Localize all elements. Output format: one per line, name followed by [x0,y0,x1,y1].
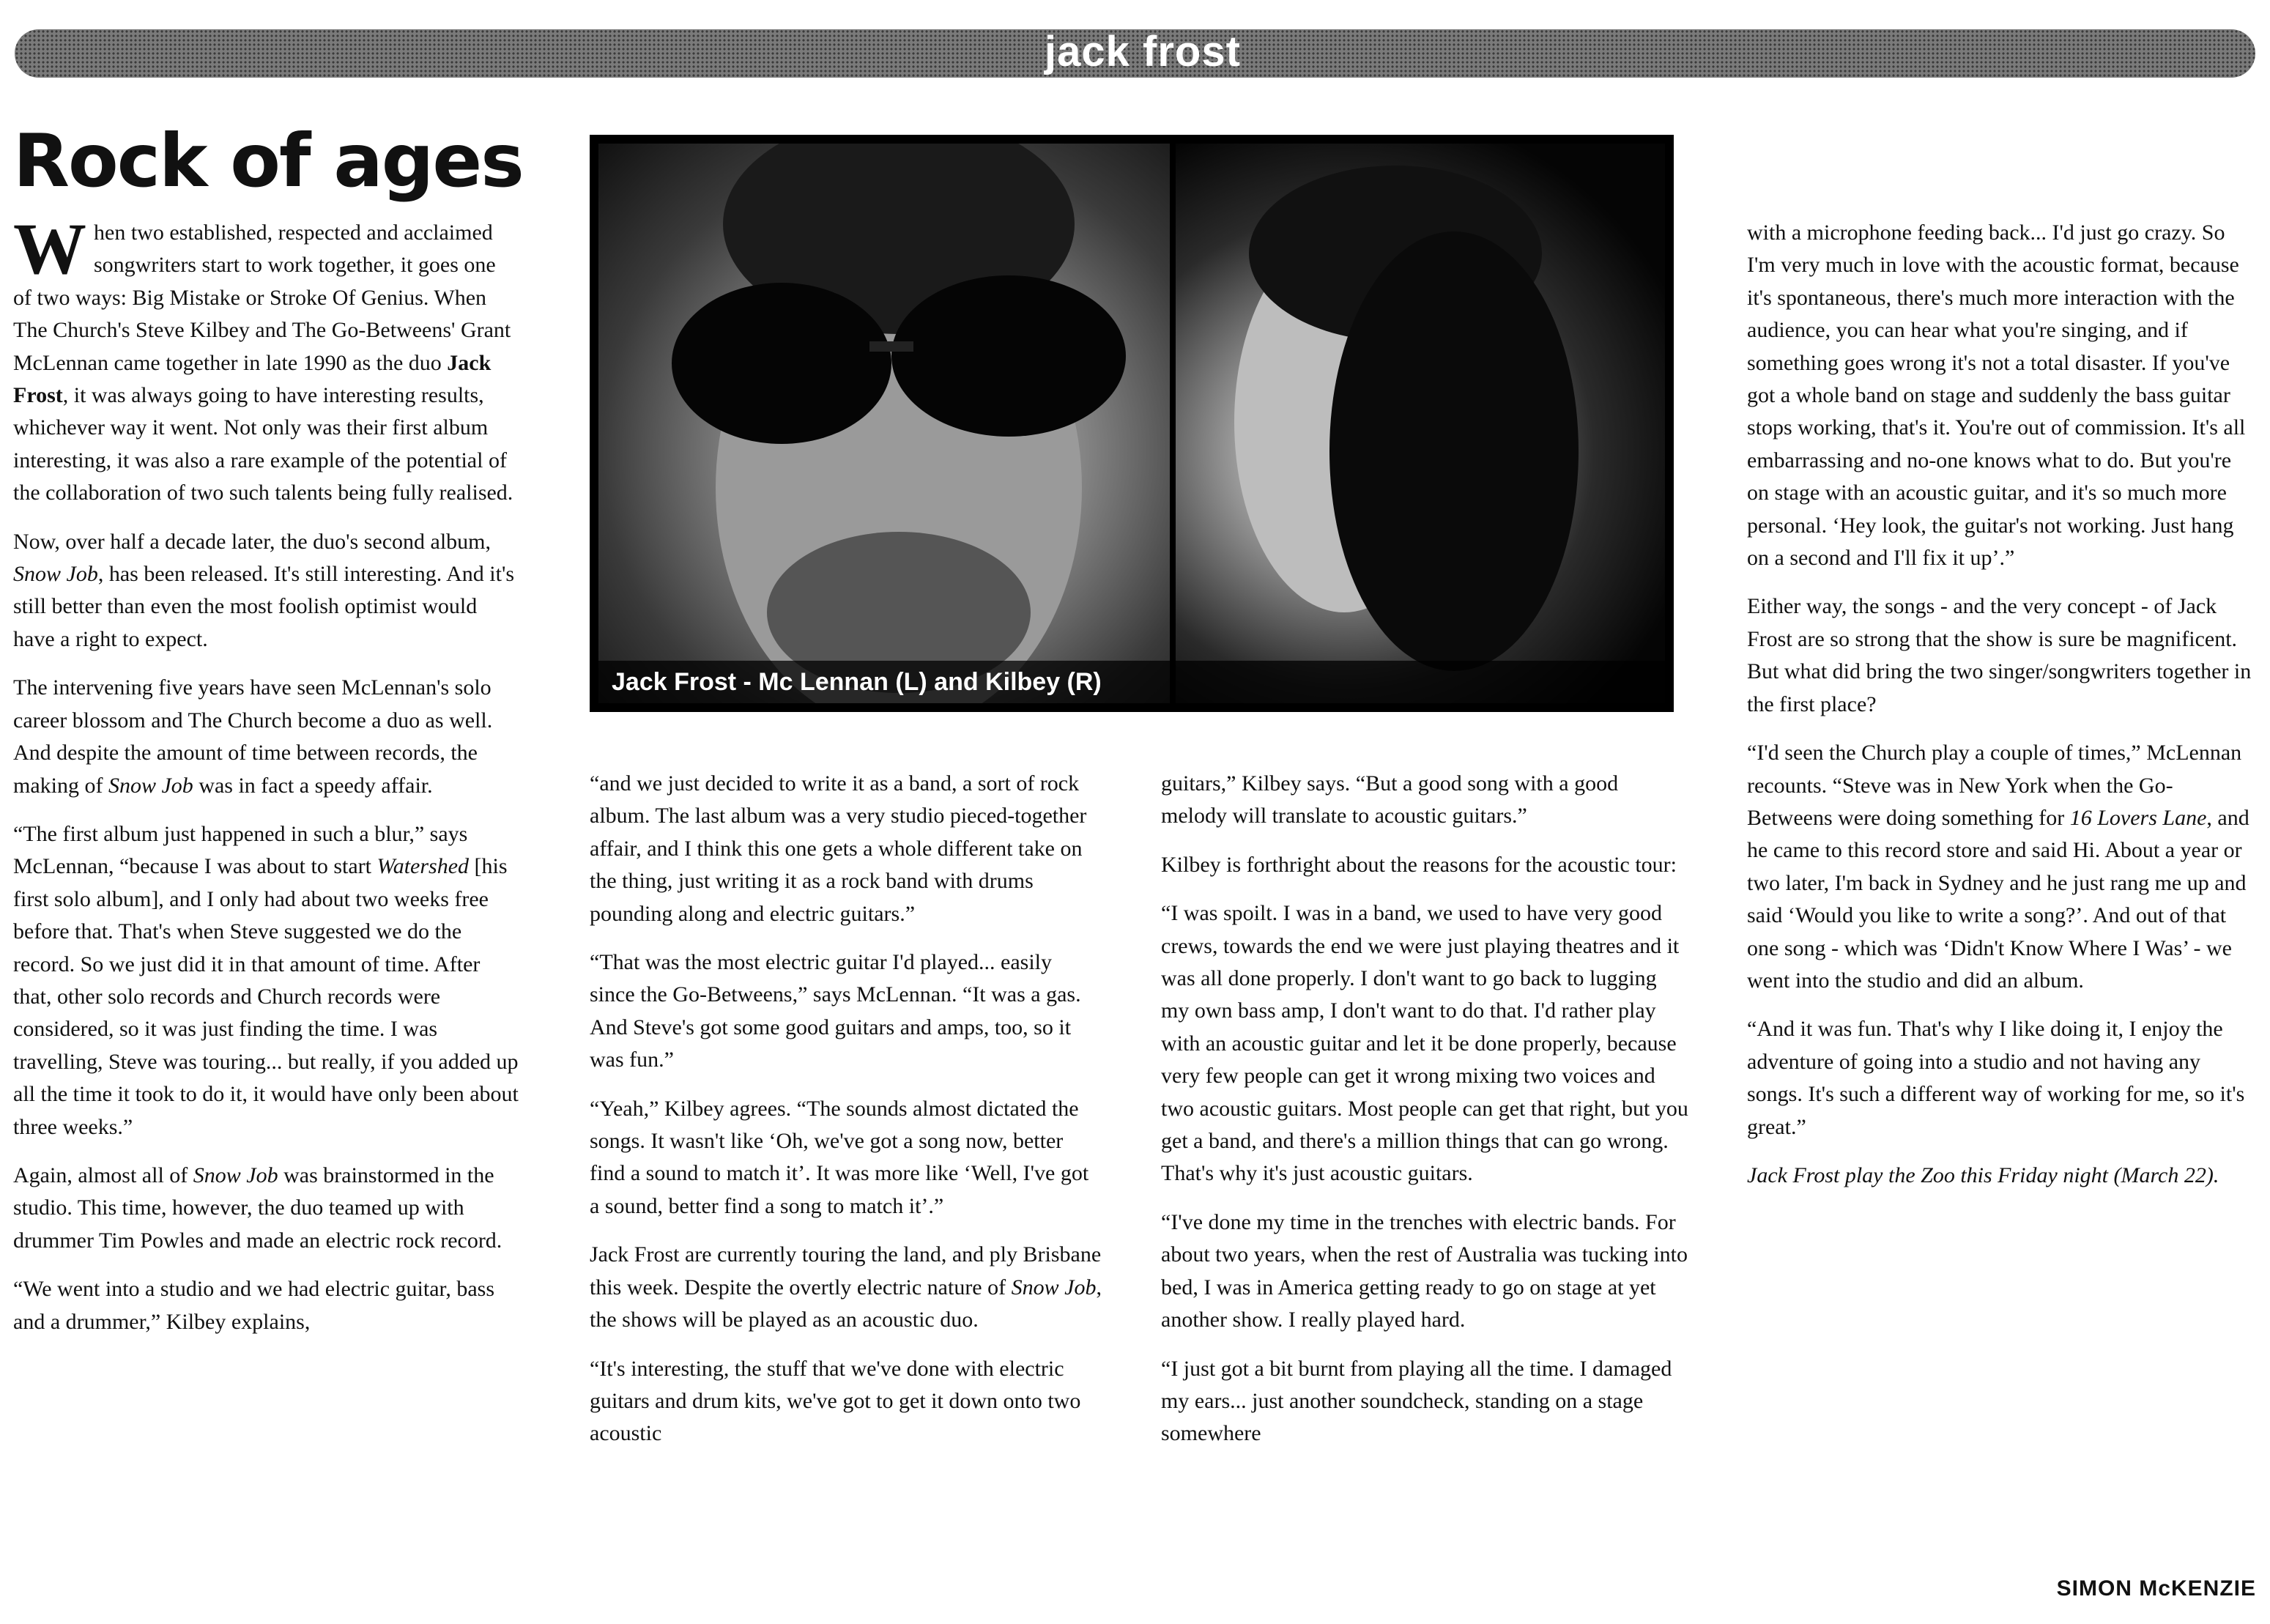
paragraph: The intervening five years have seen McLennan's solo career blossom and The Church become a duo as well. And despite the amount of time between records, the making of Snow Job was in fact a speedy affair. [13,675,493,798]
paragraph: “I just got a bit burnt from playing all the time. I damaged my ears... just another soundcheck, standing on a stage somewhere [1161,1356,1672,1446]
paragraph: “It's interesting, the stuff that we've done with electric guitars and drum kits, we've got to get it down onto two acoustic [590,1356,1081,1446]
photo [590,135,1674,712]
article-column-4 [1747,217,2252,1208]
paragraph: “I was spoilt. I was in a band, we used to have very good crews, towards the end we were just playing theatres and it was all done properly. I don't want to go back to lugging my own bass amp, I don't want to do that. I'd rather play with an acoustic guitar and let it be done properly, because very few people can get it wrong mixing two voices and two acoustic guitars. Most people can get that right, but you get a band, and there's a million things that can go wrong. That's why it's just acoustic guitars. [1161,901,1688,1186]
portrait-icon [1176,144,1665,703]
article-column-3 [1161,768,1688,1467]
paragraph: Jack Frost are currently touring the land, and ply Brisbane this week. Despite the overtly electric nature of Snow Job, the shows will be played as an acoustic duo. [590,1242,1102,1332]
portrait-sunglasses-icon [598,144,1170,703]
paragraph: “Yeah,” Kilbey agrees. “The sounds almost dictated the songs. It wasn't like ‘Oh, we've got a song now, better find a sound to match it’. It was more like ‘Well, I've got a sound, better find a song to match it’.” [590,1096,1089,1218]
paragraph: “and we just decided to write it as a band, a sort of rock album. The last album was a very studio pieced-together affair, and I think this one gets a whole different take on the thing, just writing it as a rock band with drums pounding along and electric guitars.” [590,771,1087,926]
article-column-2 [590,768,1102,1467]
paragraph: “We went into a studio and we had electric guitar, bass and a drummer,” Kilbey explains, [13,1277,494,1334]
gig-info: Jack Frost play the Zoo this Friday night (March 22). [1747,1163,2219,1187]
paragraph: guitars,” Kilbey says. “But a good song with a good melody will translate to acoustic guitars.” [1161,771,1619,828]
photo-mclennan [598,144,1170,703]
paragraph: Now, over half a decade later, the duo's second album, Snow Job, has been released. It's still interesting. And it's still better than even the most foolish optimist would have a right to expect. [13,529,515,651]
article-column-1 [13,208,519,1354]
paragraph: “And it was fun. That's why I like doing it, I enjoy the adventure of going into a studio and not having any songs. It's such a different way of working for me, so it's great.” [1747,1017,2245,1139]
paragraph: “The first album just happened in such a blur,” says McLennan, “because I was about to start Watershed [his first solo album], and I only had about two weeks free before that. That's when Steve suggested we do the record. So we just did it in that amount of time. After that, other solo records and Church records were considered, so it was just finding the time. I was travelling, Steve was touring... but really, if you added up all the time it took to do it, it would have only been about three weeks.” [13,821,519,1139]
paragraph: Again, almost all of Snow Job was brainstormed in the studio. This time, however, the duo teamed up with drummer Tim Powles and made an electric rock record. [13,1163,502,1253]
headline: Rock of ages [13,118,523,204]
section-title: jack frost [1045,28,1241,75]
paragraph: Kilbey is forthright about the reasons for the acoustic tour: [1161,852,1677,877]
paragraph: When two established, respected and acclaimed songwriters start to work together, it goes one of two ways: Big Mistake or Stroke Of Genius. When The Church's Steve Kilbey and The Go-Betweens' Grant McLennan came together in late 1990 as the duo Jack Frost, it was always going to have interesting results, whichever way it went. Not only was their first album interesting, it was also a rare example of the potential of the collaboration of two such talents being fully realised. [13,208,513,505]
paragraph: “That was the most electric guitar I'd played... easily since the Go-Betweens,” says McLennan. “It was a gas. And Steve's got some good guitars and amps, too, so it was fun.” [590,950,1081,1072]
paragraph: “I'd seen the Church play a couple of times,” McLennan recounts. “Steve was in New York when the Go-Betweens were doing something for 16 Lovers Lane, and he came to this record store and said Hi. About a year or two later, I'm back in Sydney and he just rang me up and said ‘Would you like to write a song?’. And out of that one song - which was ‘Didn't Know Where I Was’ - we went into the studio and did an album. [1747,741,2249,993]
photo-kilbey [1176,144,1665,703]
paragraph: with a microphone feeding back... I'd just go crazy. So I'm very much in love with the acoustic format, because it's spontaneous, there's much more interaction with the audience, you can hear what you're singing, and if something goes wrong it's not a total disaster. If you've got a whole band on stage and suddenly the bass guitar stops working, that's it. You're out of commission. It's all embarrassing and no-one knows what to do. But you're on stage with an acoustic guitar, and it's so much more personal. ‘Hey look, the guitar's not working. Just hang on a second and I'll fix it up’.” [1747,220,2246,571]
photo-caption: Jack Frost - Mc Lennan (L) and Kilbey (R) [598,661,1665,703]
byline: SIMON McKENZIE [2056,1576,2256,1601]
drop-cap: W [13,208,86,289]
paragraph: Either way, the songs - and the very concept - of Jack Frost are so strong that the show is sure be magnificent. But what did bring the two singer/songwriters together in the first place? [1747,594,2252,716]
paragraph: “I've done my time in the trenches with electric bands. For about two years, when the rest of Australia was tucking into bed, I was in America getting ready to go on stage at yet another show. I really played hard. [1161,1209,1688,1332]
